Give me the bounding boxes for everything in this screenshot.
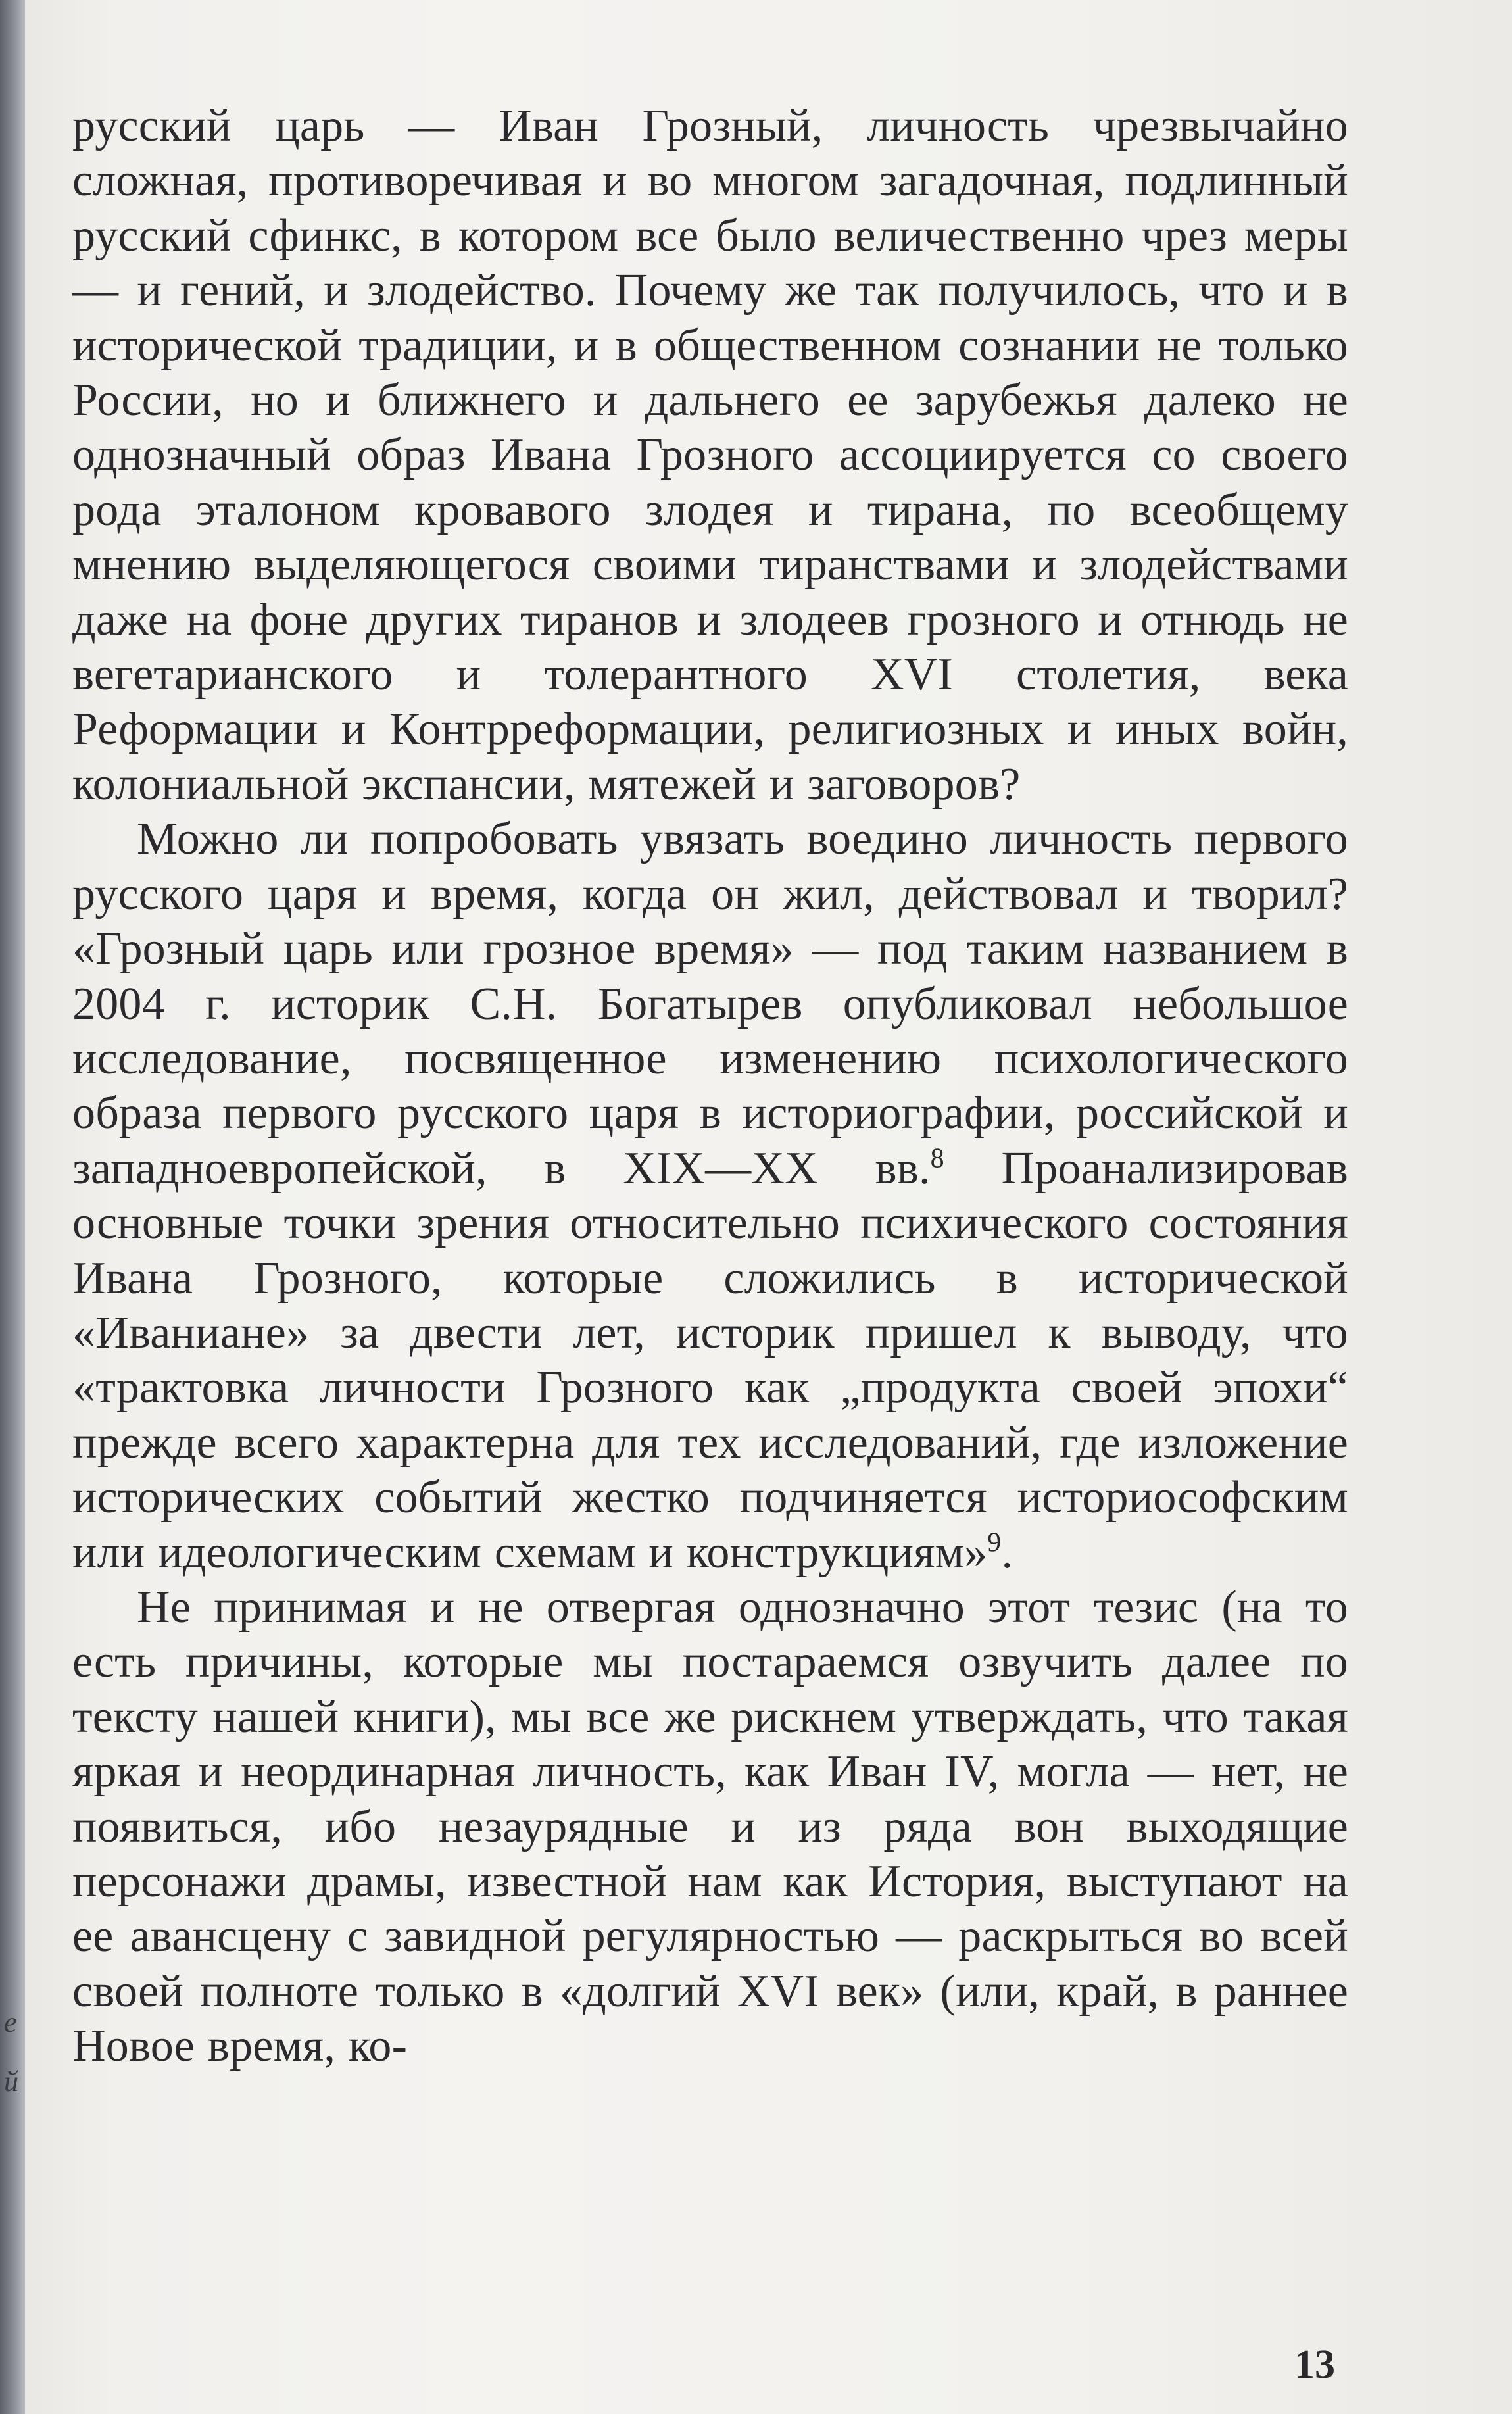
paragraph-thesis: Не принимая и не отвергая однозначно этот тезис (на то есть причины, которые мы постараемся озвучить далее по тексту нашей книги), мы все же рискнем утверждать, что такая яркая и неординарная личность, как Иван IV, могла — нет, не появиться, ибо незаурядные и из ряда вон выходящие персонажи драмы, известной нам как История, выступают на ее авансцену с завидной регулярностью — раскрыться во всей своей полноте только в «долгий XVI век» (или, край, в раннее Новое время, ко- [72,1581,1348,2072]
paragraph-text-before-footnote: Можно ли попробовать увязать воедино личность первого русского царя и время, когда он жил, действовал и творил? «Грозный царь или грозное время» — под таким названием в 2004 г. историк С.Н. Богатырев опубликовал небольшое исследование, посвященное изменению психологического образа первого русского царя в историографии, российской и западноевропейской, в XIX—XX вв. [72,814,1348,1194]
paragraph-text-after-footnote: Проанализировав основные точки зрения относительно психического состояния Ивана Грозного, которые сложились в исторической «Иваниане» за двести лет, историк пришел к выводу, что «трактовка личности Грозного как „продукта своей эпохи“ прежде всего характерна для тех исследований, где изложение исторических событий жестко подчиняется историософским или идеологическим схемам и конструкциям» [72,1143,1348,1578]
body-text [72,99,1348,2074]
paragraph-continuation: русский царь — Иван Грозный, личность чрезвычайно сложная, противоречивая и во многом загадочная, подлинный русский сфинкс, в котором все было величественно чрез меры — и гений, и злодейство. Почему же так получилось, что и в исторической традиции, и в общественном сознании не только России, но и ближнего и дальнего ее зарубежья далеко не однозначный образ Ивана Грозного ассоциируется со своего рода эталоном кровавого злодея и тирана, по всеобщему мнению выделяющегося своими тиранствами и злодействами даже на фоне других тиранов и злодеев грозного и отнюдь не вегетарианского и толерантного XVI столетия, века Реформации и Контрреформации, религиозных и иных войн, колониальной экспансии, мятежей и заговоров? [72,101,1348,810]
page-number: 13 [1294,2342,1335,2387]
paragraph-text-end: . [1001,1527,1013,1578]
margin-glyph: е [4,2006,17,2038]
footnote-marker: 8 [930,1143,944,1174]
margin-glyph: й [4,2065,18,2098]
paragraph-bogatyrev [72,812,1348,1580]
footnote-marker: 9 [987,1527,1002,1558]
book-page [25,0,1512,2414]
facing-page-edge-glyphs [4,1993,17,2111]
